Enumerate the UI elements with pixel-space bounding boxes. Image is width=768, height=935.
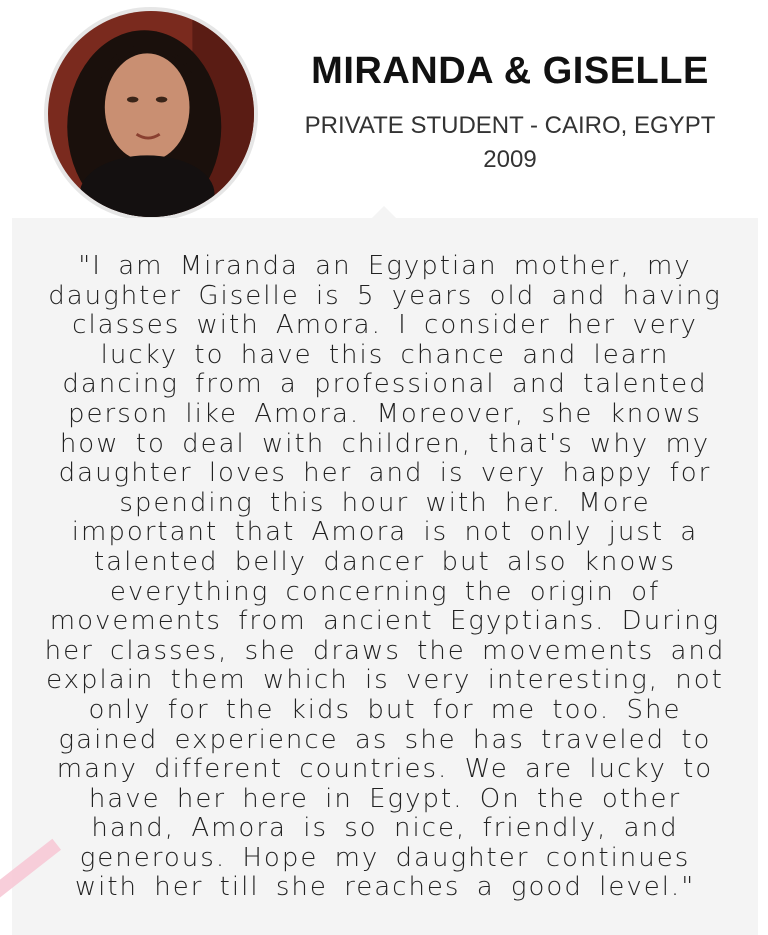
testimonial-quote: "I am Miranda an Egyptian mother, my daughter Giselle is 5 years old and having classes with Amora. I consider her very lucky to have this chance and learn dancing from a professional and talented person like Amora. Moreover, she knows how to deal with children, that's why my daughter loves her and is very happy for spending this hour with her. More important that Amora is not only just a talented belly dancer but also knows everything concerning the origin of movements from ancient Egyptians. During her classes, she draws the movements and explain them which is very interesting, not only for the kids but for me too. She gained experience as she has traveled to many different countries. We are lucky to have her here in Egypt. On the other hand, Amora is so nice, friendly, and generous. Hope my daughter continues with her till she reaches a good level." xyxy=(44,251,726,903)
testimonial-name: MIRANDA & GISELLE xyxy=(311,50,709,92)
avatar xyxy=(44,7,258,221)
testimonial-year: 2009 xyxy=(483,146,537,173)
card-pointer xyxy=(372,206,396,218)
testimonial-subtitle: PRIVATE STUDENT - CAIRO, EGYPT xyxy=(304,112,716,139)
portrait-photo xyxy=(48,11,254,217)
